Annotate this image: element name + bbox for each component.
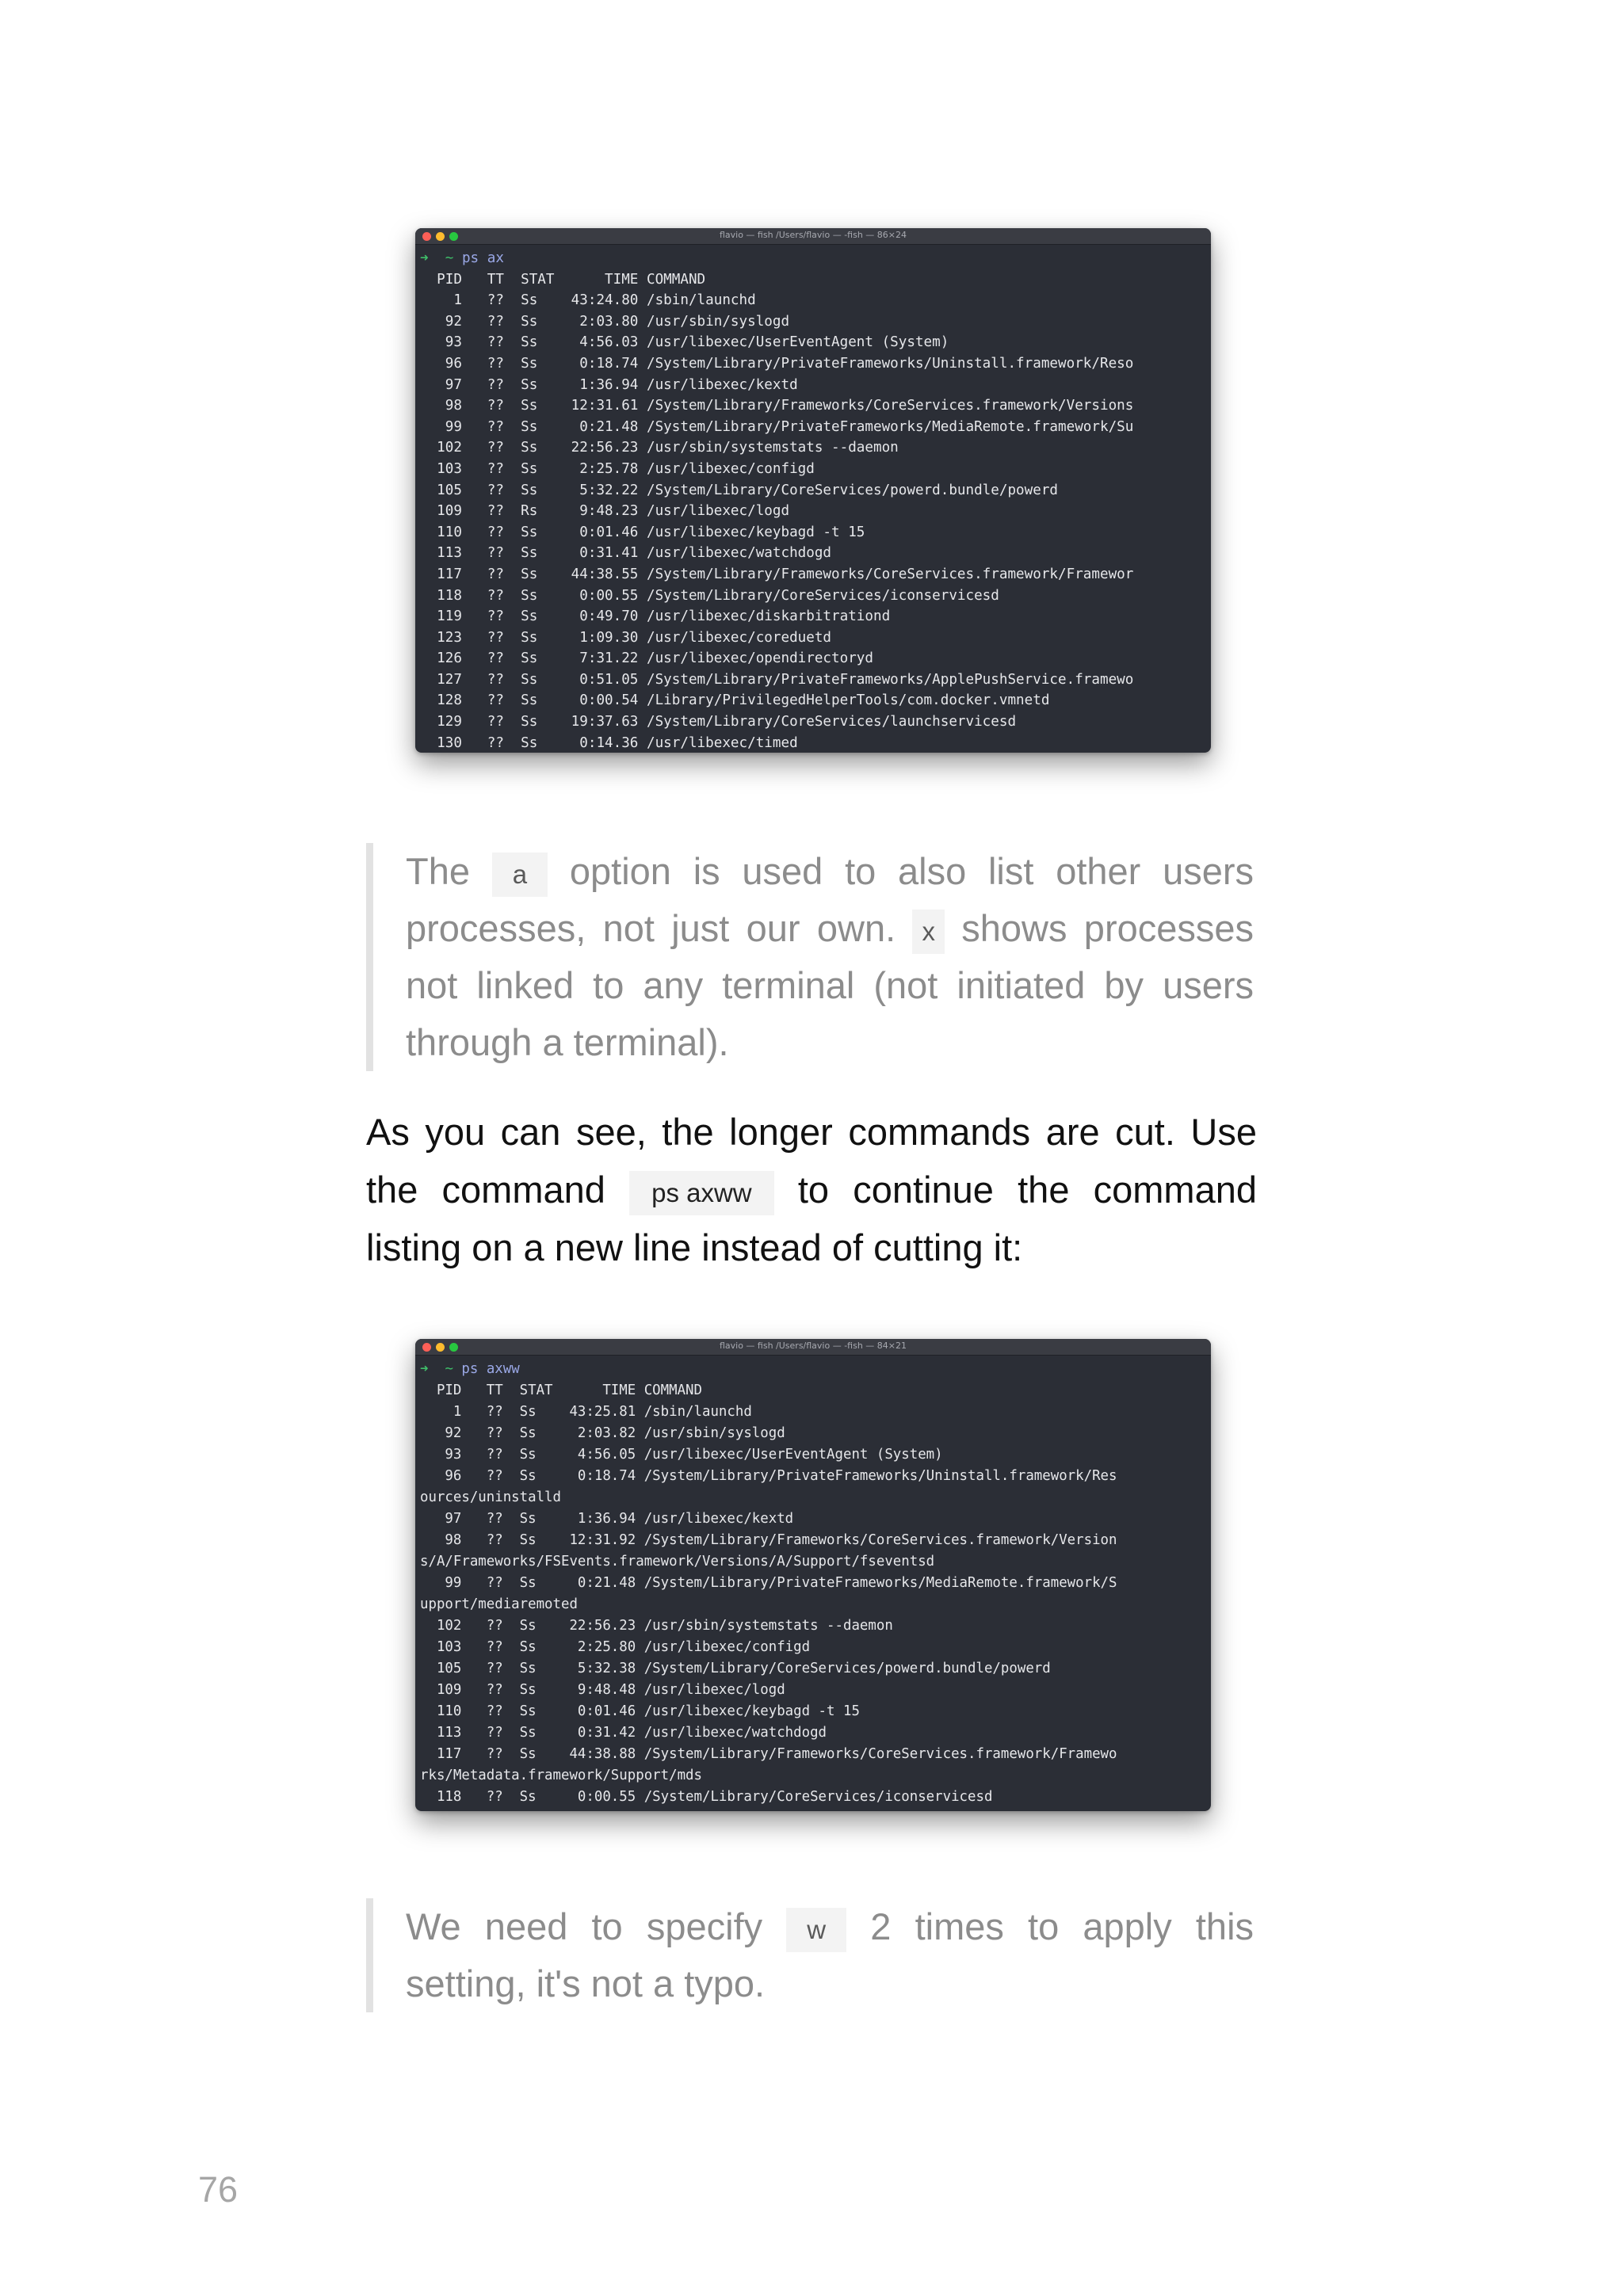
process-row: 97 ?? Ss 1:36.94 /usr/libexec/kextd (420, 376, 798, 393)
terminal-screenshot-ps-ax (415, 228, 1211, 753)
process-row: 118 ?? Ss 0:00.55 /System/Library/CoreServices/iconservicesd (420, 587, 999, 604)
prompt-line (420, 1359, 1205, 1380)
process-list (420, 290, 1205, 753)
process-row: 110 ?? Ss 0:01.46 /usr/libexec/keybagd -t 15 (420, 524, 865, 540)
process-row: 113 ?? Ss 0:31.41 /usr/libexec/watchdogd (420, 545, 832, 562)
quote-text: The (406, 850, 470, 892)
prompt-arrow-icon: ➜ (420, 1361, 429, 1377)
body-paragraph (366, 1103, 1257, 1276)
prompt-arrow-icon: ➜ (420, 250, 429, 266)
paragraph-text: As you can see, the longer commands are cut. Use the command (366, 1111, 1257, 1211)
process-row: rks/Metadata.framework/Support/mds (420, 1768, 702, 1783)
process-row: 102 ?? Ss 22:56.23 /usr/sbin/systemstats --daemon (420, 1618, 893, 1634)
process-row: 113 ?? Ss 0:31.42 /usr/libexec/watchdogd (420, 1725, 827, 1741)
terminal-screenshot-ps-axww (415, 1339, 1211, 1811)
process-row: 119 ?? Ss 0:49.70 /usr/libexec/diskarbitrationd (420, 608, 891, 625)
process-row: 97 ?? Ss 1:36.94 /usr/libexec/kextd (420, 1511, 794, 1527)
process-row: 93 ?? Ss 4:56.05 /usr/libexec/UserEventAgent (System) (420, 1447, 943, 1463)
process-row: 109 ?? Ss 9:48.48 /usr/libexec/logd (420, 1682, 785, 1698)
process-row: 1 ?? Ss 43:24.80 /sbin/launchd (420, 292, 756, 309)
process-row: 118 ?? Ss 0:00.55 /System/Library/CoreServices/iconservicesd (420, 1789, 993, 1805)
process-row: 127 ?? Ss 0:51.05 /System/Library/PrivateFrameworks/ApplePushService.framewo (420, 671, 1134, 688)
process-row: 105 ?? Ss 5:32.38 /System/Library/CoreServices/powerd.bundle/powerd (420, 1661, 1051, 1676)
note-blockquote (366, 843, 1254, 1071)
terminal-title: flavio — fish /Users/flavio — -fish — 84×21 (719, 1341, 907, 1351)
prompt-line (420, 248, 1205, 269)
prompt-command: ps ax (461, 250, 504, 266)
process-row: 1 ?? Ss 43:25.81 /sbin/launchd (420, 1404, 752, 1420)
terminal-titlebar (415, 1339, 1211, 1356)
process-row: 98 ?? Ss 12:31.61 /System/Library/Frameworks/CoreServices.framework/Versions (420, 398, 1134, 414)
terminal-title: flavio — fish /Users/flavio — -fish — 86×24 (719, 230, 907, 240)
inline-code: x (912, 910, 945, 954)
process-row: 92 ?? Ss 2:03.80 /usr/sbin/syslogd (420, 313, 790, 330)
inline-code: ps axww (629, 1171, 774, 1215)
process-table-header: PID TT STAT TIME COMMAND (420, 1383, 702, 1398)
process-row: 96 ?? Ss 0:18.74 /System/Library/PrivateFrameworks/Uninstall.framework/Reso (420, 355, 1134, 372)
process-row: s/A/Frameworks/FSEvents.framework/Versions/A/Support/fseventsd (420, 1554, 935, 1569)
process-row: 130 ?? Ss 0:14.36 /usr/libexec/timed (420, 734, 798, 751)
process-row: 123 ?? Ss 1:09.30 /usr/libexec/coreduetd (420, 629, 832, 646)
process-row: 99 ?? Ss 0:21.48 /System/Library/PrivateFrameworks/MediaRemote.framework/S (420, 1575, 1117, 1591)
quote-text: 2 times to apply this setting, it's not a typo. (406, 1905, 1254, 2004)
process-row: 98 ?? Ss 12:31.92 /System/Library/Frameworks/CoreServices.framework/Version (420, 1532, 1117, 1548)
prompt-directory: ~ (445, 250, 454, 266)
process-row: 117 ?? Ss 44:38.88 /System/Library/Frameworks/CoreServices.framework/Framewo (420, 1746, 1117, 1762)
process-row: 105 ?? Ss 5:32.22 /System/Library/CoreServices/powerd.bundle/powerd (420, 482, 1059, 498)
process-row: upport/mediaremoted (420, 1596, 578, 1612)
process-row: 128 ?? Ss 0:00.54 /Library/PrivilegedHelperTools/com.docker.vmnetd (420, 692, 1050, 709)
process-row: 103 ?? Ss 2:25.80 /usr/libexec/configd (420, 1639, 811, 1655)
quote-text: We need to specify (406, 1905, 763, 1947)
inline-code: w (786, 1908, 846, 1952)
terminal-output (415, 245, 1211, 753)
quote-text: option is used to also list other users processes, not just our own. (406, 850, 1254, 949)
process-row: 110 ?? Ss 0:01.46 /usr/libexec/keybagd -t 15 (420, 1703, 860, 1719)
terminal-output (415, 1356, 1211, 1808)
prompt-directory: ~ (445, 1361, 453, 1377)
quote-text: shows processes not linked to any terminal (not initiated by users through a terminal). (406, 907, 1254, 1063)
process-row: 103 ?? Ss 2:25.78 /usr/libexec/configd (420, 460, 815, 477)
process-row: 99 ?? Ss 0:21.48 /System/Library/PrivateFrameworks/MediaRemote.framework/Su (420, 418, 1134, 435)
process-row: 92 ?? Ss 2:03.82 /usr/sbin/syslogd (420, 1425, 785, 1441)
process-list (420, 1402, 1205, 1808)
process-row: 129 ?? Ss 19:37.63 /System/Library/CoreServices/launchservicesd (420, 714, 1017, 730)
note-blockquote (366, 1898, 1254, 2012)
process-row: 102 ?? Ss 22:56.23 /usr/sbin/systemstats --daemon (420, 440, 899, 456)
process-row: 117 ?? Ss 44:38.55 /System/Library/Frameworks/CoreServices.framework/Framewor (420, 566, 1134, 582)
paragraph-text: to continue the command listing on a new line instead of cutting it: (366, 1169, 1258, 1268)
process-table-header: PID TT STAT TIME COMMAND (420, 271, 706, 288)
page-number: 76 (198, 2169, 239, 2210)
process-row: 93 ?? Ss 4:56.03 /usr/libexec/UserEventAgent (System) (420, 334, 949, 351)
process-row: 126 ?? Ss 7:31.22 /usr/libexec/opendirectoryd (420, 650, 873, 667)
terminal-titlebar (415, 228, 1211, 245)
inline-code: a (492, 852, 548, 897)
prompt-command: ps axww (461, 1361, 520, 1377)
process-row: 109 ?? Rs 9:48.23 /usr/libexec/logd (420, 503, 790, 520)
process-row: 96 ?? Ss 0:18.74 /System/Library/PrivateFrameworks/Uninstall.framework/Res (420, 1468, 1117, 1484)
process-row: ources/uninstalld (420, 1489, 561, 1505)
